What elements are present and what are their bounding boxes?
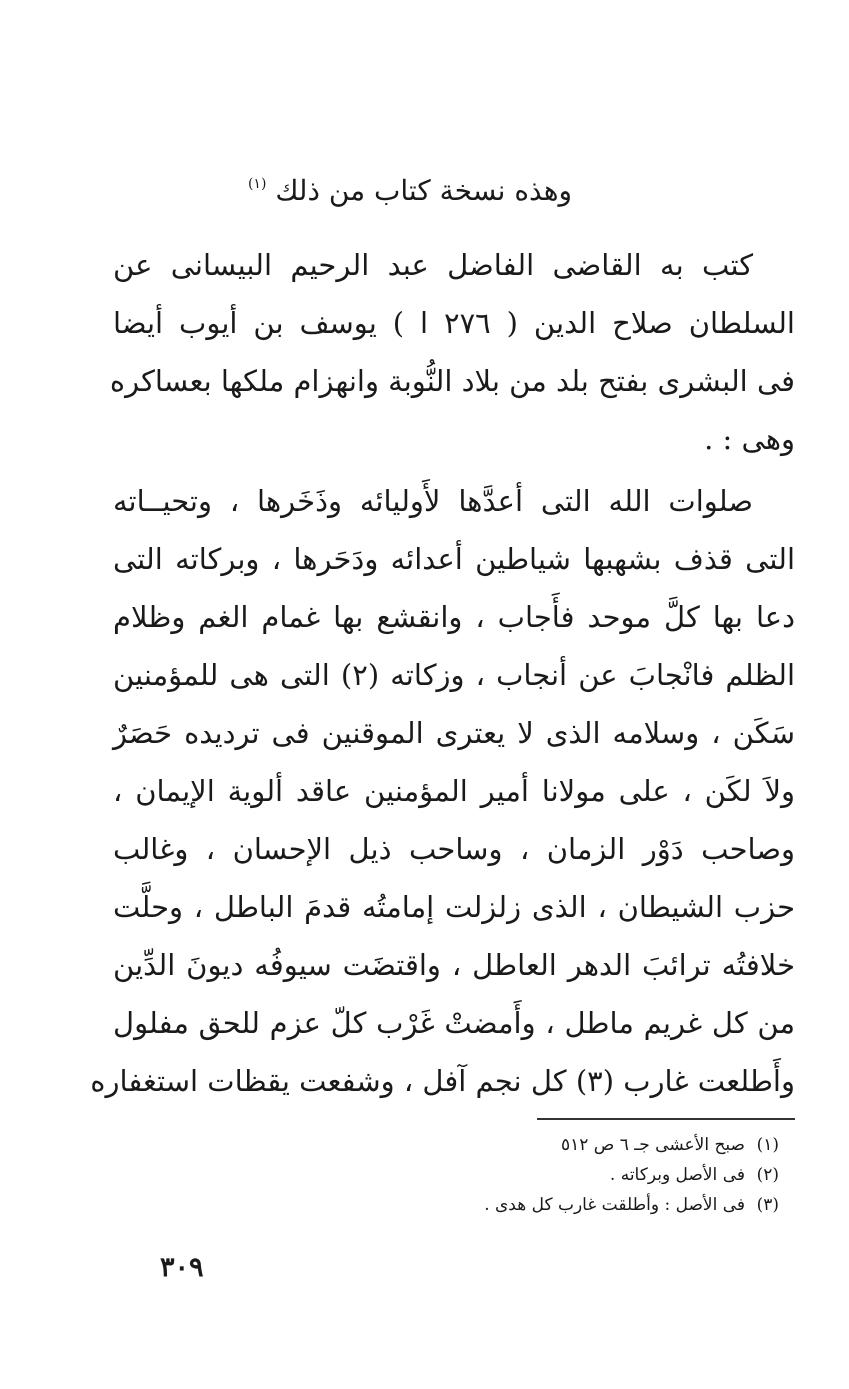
heading-text: وهذه نسخة كتاب من ذلك	[275, 174, 573, 207]
letter-line: صلوات الله التى أعدَّها لأَوليائه وذَخَرها ، وتحيــاته	[113, 484, 753, 518]
footnotes	[319, 1130, 779, 1220]
footnote-2	[319, 1160, 779, 1190]
letter-line: دعا بها كلَّ موحد فأَجاب ، وانقشع بها غمام الغم وظلام	[113, 600, 795, 634]
footnote-text: فى الأصل وبركاته .	[609, 1165, 745, 1185]
footnote-number: (٣)	[756, 1195, 779, 1215]
footnote-1	[319, 1130, 779, 1160]
intro-line: كتب به القاضى الفاضل عبد الرحيم البيسانى عن	[113, 248, 753, 282]
letter-line: وأَطلعت غارب (٣) كل نجم آفل ، وشفعت يقظات استغفاره	[90, 1064, 795, 1098]
page-number: ٣٠٩	[160, 1252, 204, 1283]
footnote-divider	[537, 1118, 795, 1120]
letter-line: التى قذف بشهبها شياطين أعدائه ودَحَرها ، وبركاته التى	[113, 542, 795, 576]
intro-line: فى البشرى بفتح بلد من بلاد النُّوبة وانهزام ملكها بعساكره	[109, 364, 795, 398]
intro-line: السلطان صلاح الدين ( ٢٧٦ ا ) يوسف بن أيوب أيضا	[113, 306, 795, 340]
letter-line: الظلم فانْجابَ عن أنجاب ، وزكاته (٢) التى هى للمؤمنين	[113, 658, 796, 692]
heading-footnote-ref: (١)	[247, 176, 267, 192]
footnote-text: صبح الأعشى جـ ٦ ص ٥١٢	[560, 1135, 745, 1155]
footnote-text: فى الأصل : وأطلقت غارب كل هدى .	[484, 1195, 745, 1215]
letter-line: وصاحب دَوْر الزمان ، وساحب ذيل الإحسان ، وغالب	[113, 832, 795, 866]
footnote-number: (٢)	[756, 1165, 779, 1185]
letter-line: من كل غريم ماطل ، وأَمضتْ غَرْب كلّ عزم للحق مفلول	[113, 1006, 795, 1040]
letter-line: سَكَن ، وسلامه الذى لا يعترى الموقنين فى ترديده حَصَرٌ	[113, 716, 795, 750]
letter-paragraph	[90, 472, 796, 1110]
footnote-number: (١)	[756, 1135, 779, 1155]
letter-line: حزب الشيطان ، الذى زلزلت إمامتُه قدمَ الباطل ، وحلَّت	[113, 890, 795, 924]
footnote-3	[319, 1190, 779, 1220]
letter-line: خلافتُه ترائبَ الدهر العاطل ، واقتضَت سيوفُه ديونَ الدِّين	[113, 948, 795, 982]
section-heading	[180, 160, 640, 215]
letter-line: ولاَ لكَن ، على مولانا أمير المؤمنين عاقد ألوية الإيمان ،	[113, 774, 795, 808]
intro-paragraph	[109, 236, 795, 468]
intro-line: وهى : .	[704, 422, 795, 456]
